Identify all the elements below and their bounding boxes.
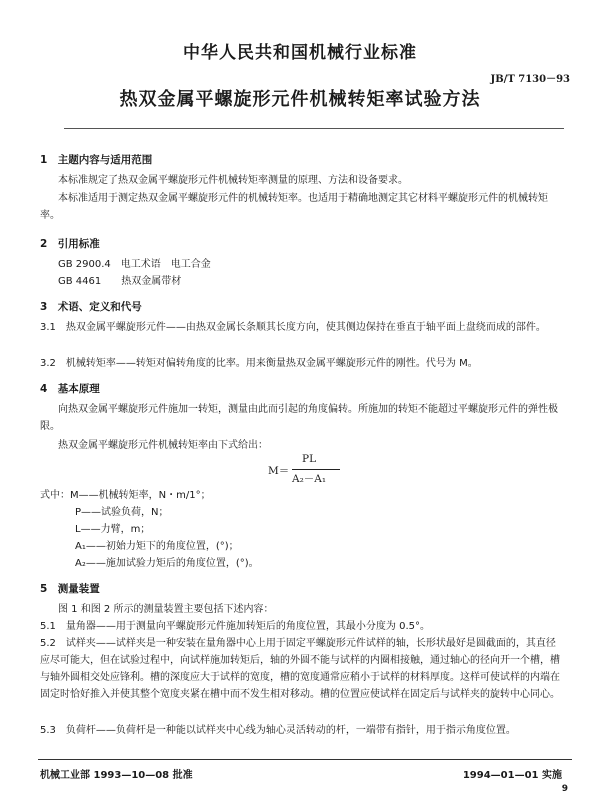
formula-denominator: A₂－A₁ <box>292 473 327 485</box>
section-5-intro: 图 1 和图 2 所示的测量装置主要包括下述内容： <box>58 604 274 615</box>
document-title: 热双金属平螺旋形元件机械转矩率试验方法 <box>119 89 481 110</box>
formula-numerator: PL <box>302 453 317 465</box>
definition-3-2: 3.2 机械转矩率——转矩对偏转角度的比率。用来衡量热双金属平螺旋形元件的刚性。代号为 M。 <box>40 358 478 369</box>
item-5-1: 5.1 量角器——用于测量向平螺旋形元件施加转矩后的角度位置，其最小分度为 0.5°。 <box>40 621 430 632</box>
section-4-heading: 4 基本原理 <box>40 383 100 395</box>
section-3-heading: 3 术语、定义和代号 <box>40 301 142 313</box>
approval-date: 机械工业部 1993—10—08 批准 <box>40 770 193 781</box>
formula-lhs: M＝ <box>268 465 290 477</box>
reference-item: GB 4461 热双金属带材 <box>58 276 182 287</box>
formula-variable: A₂——施加试验力矩后的角度位置，(°)。 <box>75 558 259 569</box>
footer-divider <box>38 759 572 760</box>
implementation-date: 1994—01—01 实施 <box>462 770 562 781</box>
formula-variable: A₁——初始力矩下的角度位置，(°)； <box>75 541 239 552</box>
item-5-3: 5.3 负荷杆——负荷杆是一种能以试样夹中心线为轴心灵活转动的杆，一端带有指针，用于指示角度位置。 <box>40 725 516 736</box>
page-number: 9 <box>561 784 568 794</box>
section-5-heading: 5 测量装置 <box>40 583 100 595</box>
fraction-bar <box>292 469 340 470</box>
section-2-heading: 2 引用标准 <box>40 238 100 250</box>
issuing-organization: 中华人民共和国机械行业标准 <box>183 43 417 63</box>
section-1-paragraph-1: 本标准规定了热双金属平螺旋形元件机械转矩率测量的原理、方法和设备要求。 <box>58 175 408 186</box>
header-divider <box>64 128 564 129</box>
section-1-heading: 1 主题内容与适用范围 <box>40 154 153 166</box>
reference-item: GB 2900.4 电工术语 电工合金 <box>58 259 211 270</box>
definition-3-1: 3.1 热双金属平螺旋形元件——由热双金属长条顺其长度方向，使其侧边保持在垂直于轴平面上盘绕而成的部件。 <box>40 322 546 333</box>
item-5-2: 5.2 试样夹——试样夹是一种安装在量角器中心上用于固定平螺旋形元件试样的轴，长形状最好是圆截面的，其直径应尽可能大，但在试验过程中，向试样施加转矩后，轴的外圆不能与试样的内圈相接触，通过轴心的径向开一个槽，槽与轴外圆相交处应锋利。槽的深度应大于试样的宽度，槽的宽度通常应稍小于试样的材料厚度。这样可使试样的内端在固定时恰好推入并使其整个宽度夹紧在槽中而不发生相对移动。槽的位置应使试样在固定后与试样夹的旋转中心同心。 <box>40 638 560 700</box>
section-1-paragraph-2: 本标准适用于测定热双金属平螺旋形元件的机械转矩率。也适用于精确地测定其它材料平螺旋形元件的机械转矩率。 <box>40 193 548 221</box>
standard-code: JB/T 7130－93 <box>490 74 570 85</box>
formula-where-lead: 式中：M——机械转矩率，N・m/1°； <box>40 490 211 501</box>
section-4-paragraph-1: 向热双金属平螺旋形元件施加一转矩，测量由此而引起的角度偏转。所施加的转矩不能超过平螺旋形元件的弹性极限。 <box>40 404 558 432</box>
section-4-paragraph-2: 热双金属平螺旋形元件机械转矩率由下式给出： <box>58 440 268 451</box>
formula-variable: P——试验负荷，N； <box>75 507 169 518</box>
formula-variable: L——力臂，m； <box>75 524 151 535</box>
